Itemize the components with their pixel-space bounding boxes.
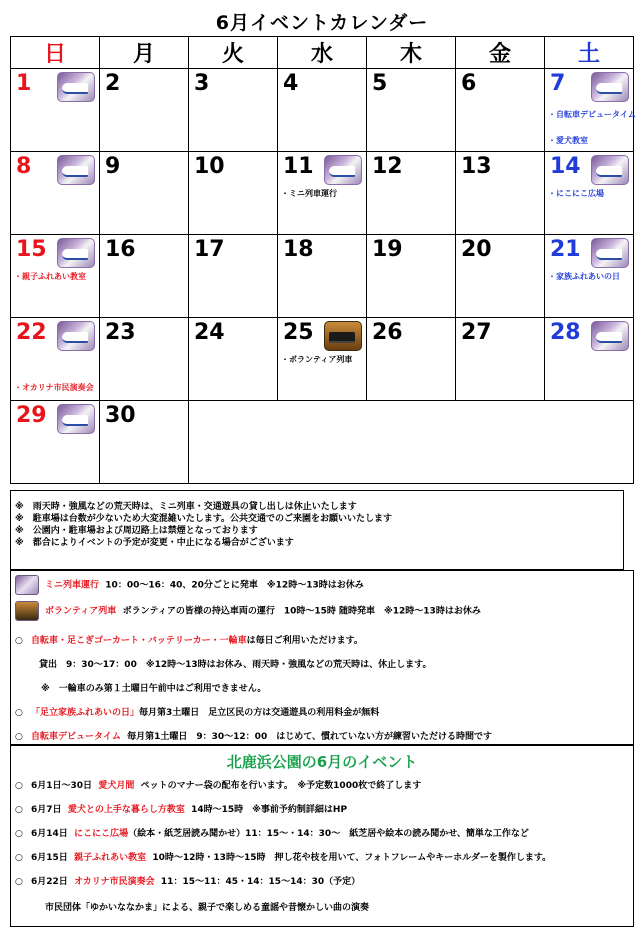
park-events-title: 北鹿浜公園の6月のイベント xyxy=(226,753,418,771)
day-number: 7 xyxy=(550,71,566,96)
park-events-box xyxy=(10,745,634,927)
day-cell[interactable] xyxy=(367,69,456,152)
week-row xyxy=(11,152,634,235)
day-cell[interactable] xyxy=(456,235,545,318)
event-label: ・家族ふれあいの日 xyxy=(548,272,620,281)
day-cell[interactable] xyxy=(456,69,545,152)
day-cell[interactable] xyxy=(189,235,278,318)
event-name: 愛犬月間 xyxy=(98,781,135,791)
event-text: 10時～12時・13時～15時 押し花や枝を用いて、フォトフレームやキーホルダーを製作します。 xyxy=(152,853,552,863)
bullet-train-icon xyxy=(324,155,362,185)
day-number: 17 xyxy=(194,237,225,262)
event-text: 14時～15時 ※事前予約制詳細はHP xyxy=(191,805,348,815)
day-cell[interactable] xyxy=(189,152,278,235)
notes-box xyxy=(10,490,624,570)
weekday-wed: 水 xyxy=(278,37,367,69)
park-event-row xyxy=(15,850,551,863)
day-number: 15 xyxy=(16,237,47,262)
circle-bullet-icon: ○ xyxy=(15,853,23,863)
day-number: 13 xyxy=(461,154,492,179)
day-cell[interactable] xyxy=(278,152,367,235)
bullet-train-icon xyxy=(591,72,629,102)
event-label: ・親子ふれあい教室 xyxy=(14,272,86,281)
weekday-mon: 月 xyxy=(100,37,189,69)
weekday-sat: 土 xyxy=(545,37,634,69)
day-number: 28 xyxy=(550,320,581,345)
day-cell[interactable] xyxy=(278,235,367,318)
bullet-train-icon xyxy=(57,155,95,185)
day-cell[interactable] xyxy=(100,152,189,235)
event-label: ・にこにこ広場 xyxy=(548,189,604,198)
bullet-train-icon xyxy=(591,321,629,351)
mini-train-text: 10：00～16：40、20分ごとに発車 ※12時～13時はお休み xyxy=(105,580,364,591)
family-day-text: 毎月第3土曜日 足立区民の方は交通遊具の利用料金が無料 xyxy=(139,708,380,718)
day-number: 27 xyxy=(461,320,492,345)
day-number: 23 xyxy=(105,320,136,345)
bike-text: は毎日ご利用いただけます。 xyxy=(246,636,363,646)
day-number: 21 xyxy=(550,237,581,262)
event-text: 11：15～11：45・14：15～14：30（予定） xyxy=(160,877,361,887)
bike-debut-name: 自転車デビュータイム xyxy=(31,732,121,742)
event-name: 愛犬との上手な暮らし方教室 xyxy=(67,805,185,815)
park-event-row xyxy=(15,874,360,887)
circle-bullet-icon: ○ xyxy=(15,781,23,791)
day-number: 18 xyxy=(283,237,314,262)
day-cell[interactable] xyxy=(545,152,634,235)
day-number: 19 xyxy=(372,237,403,262)
weekday-tue: 火 xyxy=(189,37,278,69)
day-cell[interactable] xyxy=(100,69,189,152)
day-number: 4 xyxy=(283,71,299,96)
week-row xyxy=(11,401,634,484)
ocarina-note: 市民団体「ゆかいななかま」による、親子で楽しめる童謡や昔懐かしい曲の演奏 xyxy=(45,903,370,913)
bullet-train-icon xyxy=(591,155,629,185)
event-name: 親子ふれあい教室 xyxy=(74,853,147,863)
day-number: 5 xyxy=(372,71,388,96)
circle-bullet-icon: ○ xyxy=(15,636,23,646)
event-date: 6月15日 xyxy=(31,853,68,863)
event-name: にこにこ広場 xyxy=(74,829,129,839)
bullet-train-icon xyxy=(591,238,629,268)
day-number: 30 xyxy=(105,403,136,428)
note-line: ※ 駐車場は台数が少ないため大変混雑いたします。公共交通でのご来園をお願いいたします xyxy=(15,514,393,524)
note-line: ※ 雨天時・強風などの荒天時は、ミニ列車・交通遊具の貸し出しは休止いたします xyxy=(15,502,357,512)
bike-name: 自転車・足こぎゴーカート・バッテリーカー・一輪車 xyxy=(31,636,247,646)
day-number: 25 xyxy=(283,320,314,345)
day-cell[interactable] xyxy=(545,69,634,152)
day-cell[interactable] xyxy=(11,235,100,318)
volunteer-train-row xyxy=(15,601,481,621)
day-number: 29 xyxy=(16,403,47,428)
day-cell[interactable] xyxy=(278,69,367,152)
circle-bullet-icon: ○ xyxy=(15,829,23,839)
week-row xyxy=(11,318,634,401)
bike-row xyxy=(15,633,363,646)
circle-bullet-icon: ○ xyxy=(15,877,23,887)
family-day-row xyxy=(15,705,379,718)
steam-locomotive-icon xyxy=(15,601,39,621)
day-number: 6 xyxy=(461,71,477,96)
day-number: 9 xyxy=(105,154,121,179)
event-label: ・ミニ列車運行 xyxy=(281,189,337,198)
event-label: ・ボランティア列車 xyxy=(281,355,353,364)
event-text: （絵本・紙芝居読み聞かせ）11：15～・14：30～ 紙芝居や絵本の読み聞かせ、簡単な工作など xyxy=(128,829,529,839)
bullet-train-icon xyxy=(57,72,95,102)
day-number: 16 xyxy=(105,237,136,262)
week-row xyxy=(11,69,634,152)
day-cell[interactable] xyxy=(367,318,456,401)
steam-locomotive-icon xyxy=(324,321,362,351)
week-row xyxy=(11,235,634,318)
event-label: ・オカリナ市民演奏会 xyxy=(14,383,94,392)
day-cell[interactable] xyxy=(189,69,278,152)
day-number: 12 xyxy=(372,154,403,179)
event-name: オカリナ市民演奏会 xyxy=(74,877,155,887)
mini-train-row xyxy=(15,575,364,595)
info-box xyxy=(10,570,634,745)
bullet-train-icon xyxy=(57,238,95,268)
day-cell[interactable] xyxy=(100,235,189,318)
day-cell[interactable] xyxy=(11,401,100,484)
bullet-train-icon xyxy=(15,575,39,595)
day-number: 3 xyxy=(194,71,210,96)
day-number: 11 xyxy=(283,154,314,179)
bike-debut-text: 毎月第1土曜日 9：30～12：00 はじめて、慣れていない方が練習いただける時間です xyxy=(127,732,493,742)
volunteer-train-name: ボランティア列車 xyxy=(45,606,117,617)
circle-bullet-icon: ○ xyxy=(15,805,23,815)
day-cell[interactable] xyxy=(189,318,278,401)
park-event-row xyxy=(15,826,529,839)
day-number: 22 xyxy=(16,320,47,345)
event-label: ・自転車デビュータイム xyxy=(548,110,636,119)
day-number: 20 xyxy=(461,237,492,262)
unicycle-note: ※ 一輪車のみ第１土曜日午前中はご利用できません。 xyxy=(41,684,267,694)
day-number: 2 xyxy=(105,71,121,96)
day-number: 24 xyxy=(194,320,225,345)
event-date: 6月1日～30日 xyxy=(31,781,93,791)
page-title: 6月イベントカレンダー xyxy=(215,12,429,34)
weekday-sun: 日 xyxy=(11,37,100,69)
weekday-fri: 金 xyxy=(456,37,545,69)
day-cell[interactable] xyxy=(100,318,189,401)
bullet-train-icon xyxy=(57,321,95,351)
day-cell[interactable] xyxy=(11,318,100,401)
park-event-row xyxy=(15,778,421,791)
weekday-thu: 木 xyxy=(367,37,456,69)
calendar-grid xyxy=(10,36,634,484)
day-cell[interactable] xyxy=(11,152,100,235)
family-day-name: 「足立家族ふれあいの日」 xyxy=(31,708,140,718)
day-cell[interactable] xyxy=(100,401,189,484)
day-number: 14 xyxy=(550,154,581,179)
bullet-train-icon xyxy=(57,404,95,434)
event-date: 6月7日 xyxy=(31,805,62,815)
event-label: ・愛犬教室 xyxy=(548,136,588,145)
day-number: 26 xyxy=(372,320,403,345)
note-line: ※ 公園内・駐車場および周辺路上は禁煙となっております xyxy=(15,526,258,536)
volunteer-train-text: ボランティアの皆様の持込車両の運行 10時～15時 随時発車 ※12時～13時はお休み xyxy=(122,606,481,617)
event-date: 6月22日 xyxy=(31,877,68,887)
day-cell[interactable] xyxy=(278,318,367,401)
day-number: 1 xyxy=(16,71,32,96)
day-cell[interactable] xyxy=(456,318,545,401)
day-cell[interactable] xyxy=(456,152,545,235)
event-text: ペットのマナー袋の配布を行います。 ※予定数1000枚で終了します xyxy=(140,781,422,791)
event-date: 6月14日 xyxy=(31,829,68,839)
weekday-header-row xyxy=(11,37,634,69)
circle-bullet-icon: ○ xyxy=(15,708,23,718)
rental-hours: 貸出 9：30～17：00 ※12時～13時はお休み、雨天時・強風などの荒天時は、休止します。 xyxy=(39,660,432,670)
empty-area xyxy=(189,401,634,484)
circle-bullet-icon: ○ xyxy=(15,732,23,742)
day-cell[interactable] xyxy=(367,235,456,318)
day-number: 8 xyxy=(16,154,32,179)
day-number: 10 xyxy=(194,154,225,179)
day-cell[interactable] xyxy=(367,152,456,235)
note-line: ※ 都合によりイベントの予定が変更・中止になる場合がございます xyxy=(15,538,294,548)
park-event-row xyxy=(15,802,347,815)
day-cell[interactable] xyxy=(545,318,634,401)
mini-train-name: ミニ列車運行 xyxy=(45,580,100,591)
bike-debut-row xyxy=(15,729,492,742)
day-cell[interactable] xyxy=(545,235,634,318)
day-cell[interactable] xyxy=(11,69,100,152)
